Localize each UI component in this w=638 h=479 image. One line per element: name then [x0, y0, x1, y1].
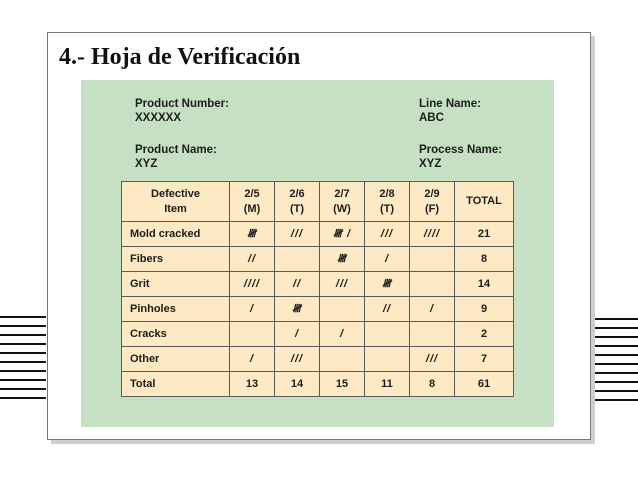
product-number-label: Product Number:	[135, 98, 229, 110]
left-stripe-decoration	[0, 316, 46, 406]
tally-cell	[410, 247, 455, 272]
table-row	[122, 222, 514, 247]
row-item-label: Mold cracked	[122, 222, 230, 247]
row-item-label: Other	[122, 347, 230, 372]
row-item-label: Total	[122, 372, 230, 397]
tally-cell	[365, 347, 410, 372]
row-total-cell: 21	[455, 222, 514, 247]
column-total-cell: 11	[365, 372, 410, 397]
column-header: 2/9 (F)	[410, 182, 455, 222]
process-name-block	[419, 143, 502, 171]
row-total-cell: 7	[455, 347, 514, 372]
column-header: 2/6 (T)	[275, 182, 320, 222]
column-header: Defective Item	[122, 182, 230, 222]
tally-cell: 𝍸 /	[320, 222, 365, 247]
tally-cell	[275, 247, 320, 272]
tally-cell: /	[320, 322, 365, 347]
check-sheet-table	[121, 181, 514, 397]
row-item-label: Cracks	[122, 322, 230, 347]
table-header-row	[122, 182, 514, 222]
column-total-cell: 8	[410, 372, 455, 397]
right-stripe-decoration	[592, 318, 638, 408]
row-total-cell: 9	[455, 297, 514, 322]
column-header: 2/7 (W)	[320, 182, 365, 222]
tally-cell: ///	[410, 347, 455, 372]
table-row	[122, 322, 514, 347]
row-item-label: Grit	[122, 272, 230, 297]
tally-cell: /	[410, 297, 455, 322]
tally-cell: ////	[230, 272, 275, 297]
row-total-cell: 8	[455, 247, 514, 272]
tally-cell: //	[230, 247, 275, 272]
table-row	[122, 347, 514, 372]
row-item-label: Fibers	[122, 247, 230, 272]
tally-cell	[365, 322, 410, 347]
process-name-value: XYZ	[419, 158, 442, 170]
product-name-block	[135, 143, 217, 171]
tally-cell: 𝍸	[230, 222, 275, 247]
product-name-value: XYZ	[135, 158, 158, 170]
tally-cell: 𝍸	[275, 297, 320, 322]
row-total-cell: 14	[455, 272, 514, 297]
tally-cell: 𝍸	[365, 272, 410, 297]
line-name-label: Line Name:	[419, 98, 481, 110]
tally-cell: /	[230, 297, 275, 322]
grand-total-cell: 61	[455, 372, 514, 397]
tally-cell: //	[275, 272, 320, 297]
line-name-block	[419, 97, 481, 125]
tally-cell: ///	[365, 222, 410, 247]
column-header: 2/5 (M)	[230, 182, 275, 222]
product-number-value: XXXXXX	[135, 112, 182, 124]
tally-cell	[410, 272, 455, 297]
table-row-total	[122, 372, 514, 397]
tally-cell: ////	[410, 222, 455, 247]
column-header-total: TOTAL	[455, 182, 514, 222]
tally-cell: ///	[275, 222, 320, 247]
table-row	[122, 272, 514, 297]
tally-cell	[230, 322, 275, 347]
table-row	[122, 297, 514, 322]
row-total-cell: 2	[455, 322, 514, 347]
tally-cell: /	[275, 322, 320, 347]
process-name-label: Process Name:	[419, 144, 503, 156]
table-row	[122, 247, 514, 272]
tally-cell: ///	[275, 347, 320, 372]
tally-cell: /	[230, 347, 275, 372]
tally-cell	[410, 322, 455, 347]
tally-cell	[320, 347, 365, 372]
column-total-cell: 15	[320, 372, 365, 397]
line-name-value: ABC	[419, 112, 444, 124]
tally-cell	[320, 297, 365, 322]
product-name-label: Product Name:	[135, 144, 217, 156]
tally-cell: ///	[320, 272, 365, 297]
tally-cell: 𝍸	[320, 247, 365, 272]
tally-cell: /	[365, 247, 410, 272]
tally-cell: //	[365, 297, 410, 322]
product-number-block	[135, 97, 229, 125]
column-header: 2/8 (T)	[365, 182, 410, 222]
column-total-cell: 14	[275, 372, 320, 397]
slide-title: 4.- Hoja de Verificación	[59, 44, 301, 70]
column-total-cell: 13	[230, 372, 275, 397]
row-item-label: Pinholes	[122, 297, 230, 322]
